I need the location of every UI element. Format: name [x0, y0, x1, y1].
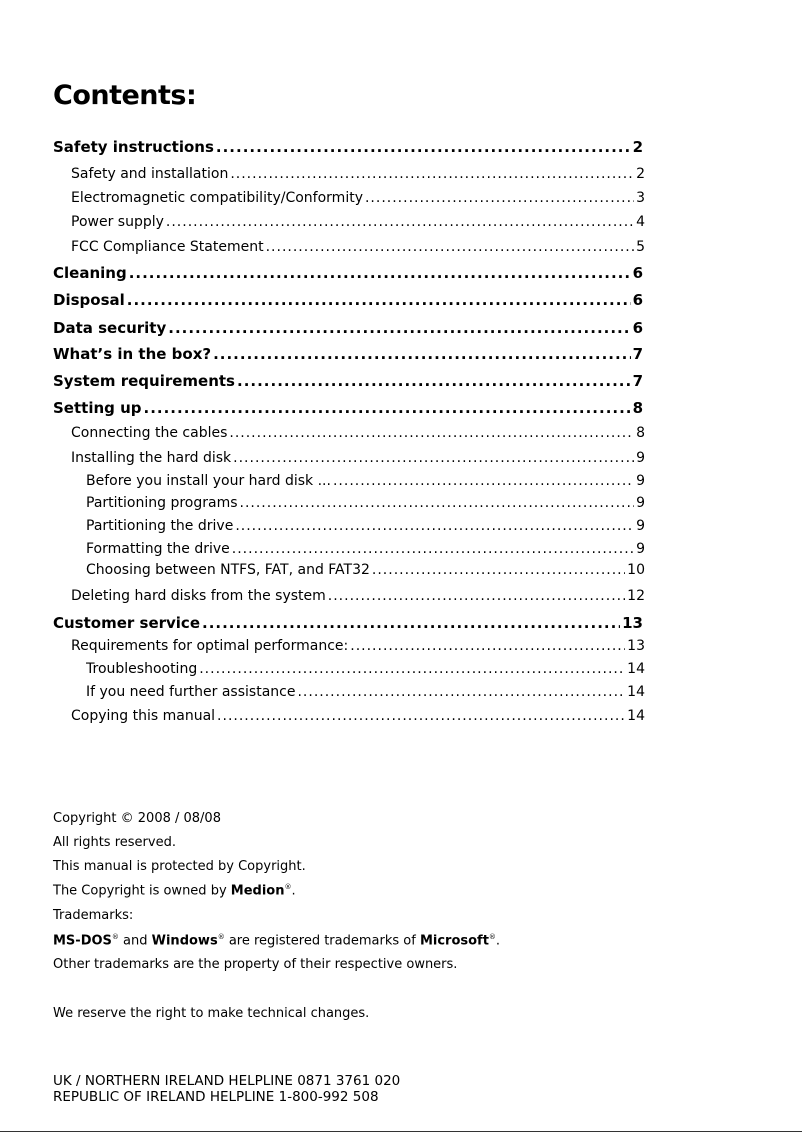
toc-label: Partitioning programs [86, 495, 238, 511]
toc-label: Electromagnetic compatibility/Conformity [71, 190, 363, 206]
toc-entry-electromagnetic-compatibility[interactable] [71, 190, 645, 206]
owner-line [53, 883, 296, 898]
toc-label: Safety and installation [71, 166, 229, 182]
toc-entry-further-assistance[interactable] [86, 684, 645, 700]
toc-page-number: 3 [636, 190, 645, 206]
toc-page-number: 8 [632, 399, 643, 417]
toc-entry-formatting-the-drive[interactable] [86, 541, 645, 557]
ie-helpline: REPUBLIC OF IRELAND HELPLINE 1-800-992 508 [53, 1089, 379, 1105]
toc-label: Installing the hard disk [71, 450, 232, 466]
toc-label: Partitioning the drive [86, 518, 234, 534]
toc-label: Deleting hard disks from the system [71, 588, 326, 604]
toc-page-number: 10 [627, 562, 645, 578]
toc-page-number: 2 [636, 166, 645, 182]
toc-page-number: 8 [636, 425, 645, 441]
toc-page-number: 9 [636, 473, 645, 489]
registered-mark: ® [284, 883, 292, 891]
toc-entry-customer-service[interactable] [53, 614, 643, 632]
toc-label: If you need further assistance [86, 684, 296, 700]
uk-helpline: UK / NORTHERN IRELAND HELPLINE 0871 3761 020 [53, 1073, 401, 1089]
toc-label: Safety instructions [53, 138, 214, 156]
toc-entry-power-supply[interactable] [71, 214, 645, 230]
toc-entry-requirements-for-optimal-performance[interactable] [71, 638, 645, 654]
toc-entry-fcc-compliance[interactable] [71, 239, 645, 255]
toc-label: Troubleshooting [86, 661, 198, 677]
registered-mark: ® [488, 933, 496, 941]
toc-label: Customer service [53, 614, 200, 632]
trademarks-line [53, 933, 500, 948]
toc-label: Cleaning [53, 264, 127, 282]
toc-label: Power supply [71, 214, 164, 230]
toc-entry-setting-up[interactable] [53, 399, 643, 417]
registered-mark: ® [111, 933, 119, 941]
owner-prefix: The Copyright is owned by [53, 883, 231, 899]
toc-entry-troubleshooting[interactable] [86, 661, 645, 677]
other-trademarks-line: Other trademarks are the property of their respective owners. [53, 957, 458, 972]
ms-dos-trademark: MS-DOS [53, 933, 112, 949]
page-bottom-rule [0, 1131, 802, 1132]
page-title: Contents: [53, 80, 197, 111]
toc-entry-deleting-hard-disks[interactable] [71, 588, 645, 604]
toc-entry-cleaning[interactable] [53, 264, 643, 282]
toc-label: Before you install your hard disk ... [86, 473, 331, 489]
toc-entry-partitioning-programs[interactable] [86, 495, 645, 511]
microsoft-trademark: Microsoft [419, 933, 489, 949]
windows-trademark: Windows [151, 933, 218, 949]
registered-mark: ® [217, 933, 225, 941]
toc-page-number: 12 [627, 588, 645, 604]
toc-page-number: 9 [636, 495, 645, 511]
toc-label: Formatting the drive [86, 541, 230, 557]
registered-text: are registered trademarks of [224, 933, 420, 949]
toc-label: Requirements for optimal performance: [71, 638, 349, 654]
toc-entry-copying-this-manual[interactable] [71, 708, 645, 724]
toc-entry-data-security[interactable] [53, 319, 643, 337]
toc-page-number: 4 [636, 214, 645, 230]
toc-label: Choosing between NTFS, FAT, and FAT32 [86, 562, 370, 578]
toc-page-number: 7 [632, 345, 643, 363]
toc-page-number: 7 [632, 372, 643, 390]
toc-page-number: 14 [627, 708, 645, 724]
toc-page-number: 14 [627, 661, 645, 677]
toc-page-number: 14 [627, 684, 645, 700]
reserve-line: We reserve the right to make technical changes. [53, 1006, 370, 1021]
toc-entry-whats-in-the-box[interactable] [53, 345, 643, 363]
toc-label: Copying this manual [71, 708, 216, 724]
toc-page-number: 9 [636, 541, 645, 557]
and-text: and [118, 933, 152, 949]
period: . [495, 933, 501, 949]
toc-page-number: 13 [622, 614, 643, 632]
toc-entry-connecting-the-cables[interactable] [71, 425, 645, 441]
toc-entry-system-requirements[interactable] [53, 372, 643, 390]
toc-label: Disposal [53, 291, 125, 309]
toc-entry-safety-and-installation[interactable] [71, 166, 645, 182]
toc-page-number: 2 [632, 138, 643, 156]
toc-page-number: 13 [627, 638, 645, 654]
trademarks-heading: Trademarks: [53, 908, 134, 923]
rights-line: All rights reserved. [53, 835, 176, 850]
toc-page-number: 6 [632, 291, 643, 309]
toc-label: Connecting the cables [71, 425, 228, 441]
toc-entry-choosing-between-filesystems[interactable] [86, 562, 645, 578]
copyright-line: Copyright © 2008 / 08/08 [53, 811, 221, 826]
toc-label: What’s in the box? [53, 345, 212, 363]
toc-page-number: 5 [636, 239, 645, 255]
period: . [291, 883, 296, 899]
toc-label: System requirements [53, 372, 235, 390]
toc-page-number: 9 [636, 450, 645, 466]
protected-line: This manual is protected by Copyright. [53, 859, 306, 874]
toc-label: FCC Compliance Statement [71, 239, 264, 255]
toc-entry-disposal[interactable] [53, 291, 643, 309]
toc-page-number: 6 [632, 319, 643, 337]
owner-name: Medion [230, 883, 285, 899]
toc-entry-partitioning-the-drive[interactable] [86, 518, 645, 534]
toc-entry-before-you-install[interactable] [86, 473, 645, 489]
toc-page-number: 9 [636, 518, 645, 534]
toc-entry-safety-instructions[interactable] [53, 138, 643, 156]
toc-label: Data security [53, 319, 167, 337]
toc-page-number: 6 [632, 264, 643, 282]
toc-entry-installing-the-hard-disk[interactable] [71, 450, 645, 466]
toc-label: Setting up [53, 399, 142, 417]
